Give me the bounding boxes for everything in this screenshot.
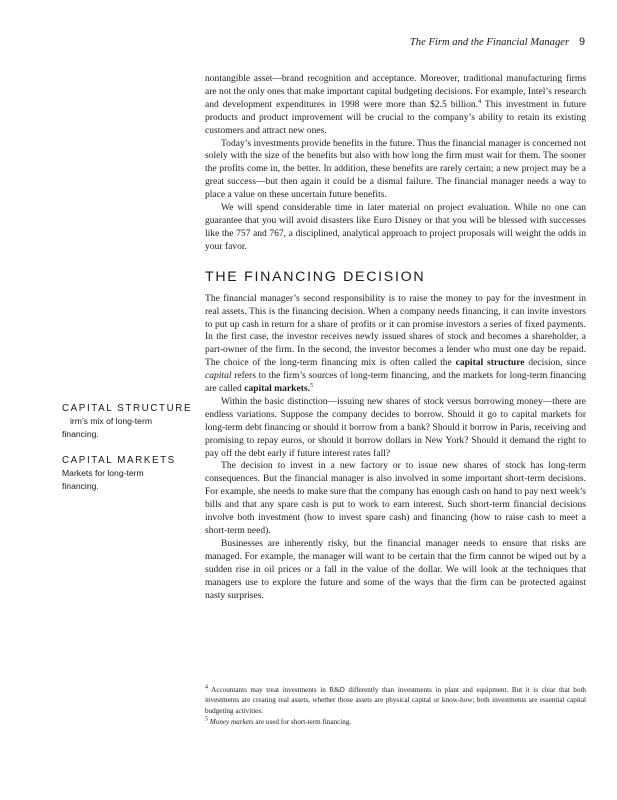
footnote-ref: 4	[478, 98, 482, 105]
footnote-ref: 5	[309, 382, 313, 389]
margin-term-definition: financing.	[62, 428, 99, 439]
paragraph: We will spend considerable time in later material on project evaluation. While no one can guarantee that you will avoid disasters like Euro Disney or that you will be blessed with successes like the 757 and 767, a disciplined, analytical approach to project proposals will weight the odds in your favor.	[205, 202, 586, 252]
paragraph: Businesses are inherently risky, but the financial manager needs to ensure that risks are managed. For example, the manager will want to be certain that the firm cannot be wiped out by a sudden rise in oil prices or a fall in the value of the dollar. We will look at the techniques that managers use to explore the future and some of the ways that the firm can be protected against nasty surprises.	[205, 537, 586, 601]
footnote-emphasis: Money markets	[209, 717, 254, 726]
footnote-mark: 5	[205, 716, 208, 723]
running-head-title: The Firm and the Financial Manager	[409, 37, 570, 48]
page-number: 9	[579, 36, 585, 48]
margin-term-definition: Markets for long-term	[62, 468, 144, 478]
text-run: decision, since	[524, 357, 586, 369]
margin-term-definition: financing.	[62, 480, 99, 491]
section-heading: THE FINANCING DECISION	[205, 268, 426, 285]
running-head	[380, 35, 585, 50]
paragraph: The decision to invest in a new factory or to issue new shares of stock has long-term consequences. But the financial manager is also involved in some important short-term decisions. For example, she needs to make sure that the company has enough cash on hand to pay next week’s bills and that any spare cash is put to work to earn interest. Such short-term financial decisions involve both investment (how to invest spare cash) and financing (how to raise cash to meet a short-term need).	[205, 460, 586, 536]
footnote	[205, 685, 586, 716]
text-run: nontangible asset—brand recognition and acceptance. Moreover, traditional manufacturing firms are not the only ones that make important capital budgeting decisions. For example, Intel’s research and development expenditures in 1998 were more than $2.5 billion.	[205, 73, 586, 110]
paragraph	[205, 73, 586, 138]
key-term: capital markets.	[244, 383, 310, 395]
footnote-text: are used for short-term financing.	[253, 717, 352, 726]
paragraph	[205, 293, 586, 396]
margin-term-definition: irm’s mix of long-term	[70, 416, 152, 426]
paragraph: Today’s investments provide benefits in the future. Thus the financial manager is concerned not solely with the size of the benefits but also with how long the firm must wait for them. The sooner the profits come in, the better. In addition, these benefits are rarely certain; a new project may be a great success—but then again it could be a dismal failure. The financial manager needs a way to place a value on these uncertain future benefits.	[205, 137, 587, 201]
text-run: refers to the firm’s sources of long-term financing, and the markets for long-term financing are called	[205, 370, 586, 395]
margin-term-heading: CAPITAL MARKETS	[62, 455, 176, 466]
key-term: capital structure	[455, 357, 525, 369]
text-run: The financial manager’s second responsibility is to raise the money to pay for the investment in real assets. This is the financing decision. When a company needs financing, it can invite investors to put up cash in return for a share of profits or it can promise investors a series of fixed payments. In the first case, the investor receives newly issued shares of stock and becomes a shareholder, a part-owner of the firm. In the second, the investor becomes a lender who must one day be repaid. The choice of the long-term financing mix is often called the	[205, 292, 586, 369]
main-text	[205, 73, 586, 602]
margin-term-heading: CAPITAL STRUCTURE	[62, 403, 193, 414]
margin-term-capital-markets	[62, 455, 194, 493]
footnote-mark: 4	[205, 684, 208, 691]
margin-term-capital-structure	[62, 403, 194, 441]
emphasis: capital	[205, 370, 232, 382]
paragraph: Within the basic distinction—issuing new shares of stock versus borrowing money—there are endless variations. Suppose the company decides to borrow. Should it go to capital markets for long-term debt financing or should it borrow from a bank? Should it borrow in Paris, receiving and promising to repay euros, or should it borrow dollars in New York? Should it demand the right to pay off the debt early if future interest rates fall?	[205, 395, 586, 459]
footnote	[205, 717, 586, 727]
text-run: This investment in future products and product improvement will be crucial to the company’s ability to retain its existing customers and attract new ones.	[205, 98, 586, 136]
footnotes	[205, 685, 586, 728]
footnote-text: Accountants may treat investments in R&D differently than investments in plant and equipment. But it is clear that both investments are creating real assets, whether those assets are physical capital or know-how; both investments are essential capital budgeting activities.	[205, 686, 586, 715]
